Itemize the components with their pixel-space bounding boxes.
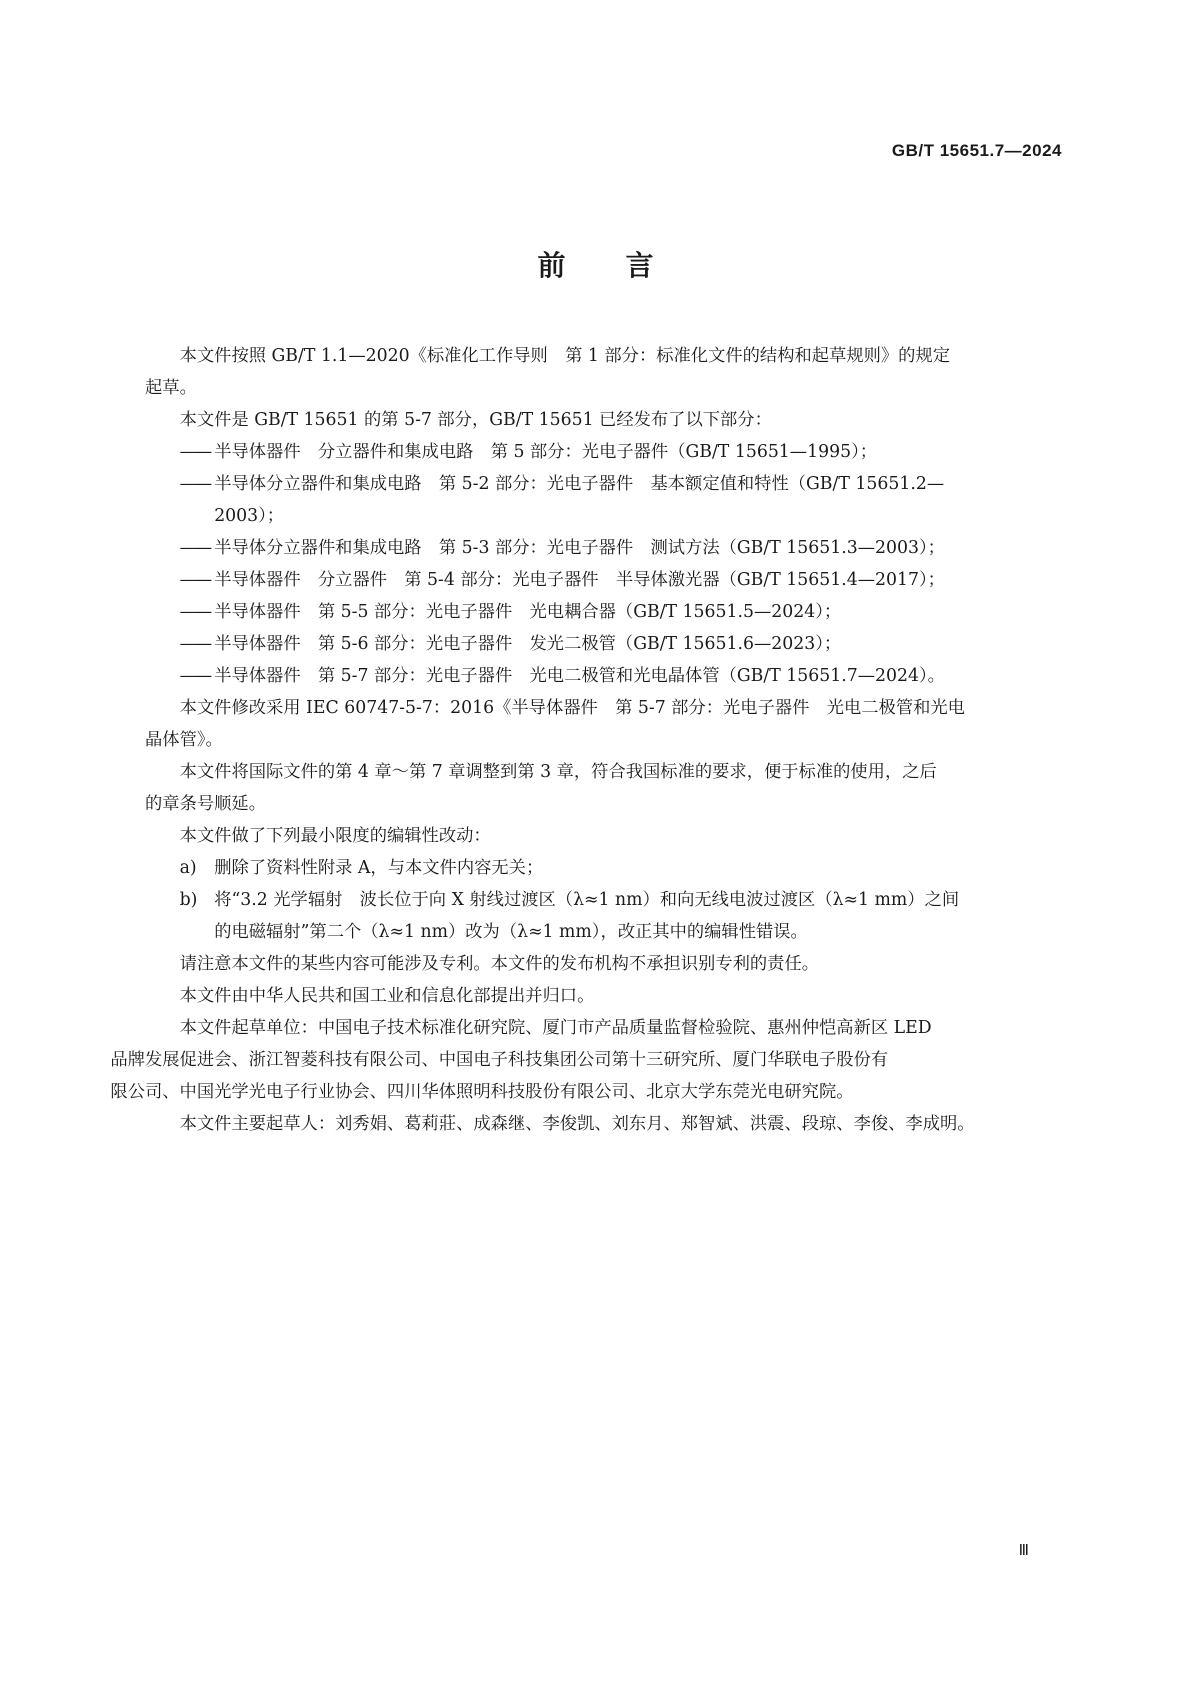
list-dash: —— [179, 602, 211, 622]
list-item-text: 半导体器件 分立器件和集成电路 第 5 部分：光电子器件（GB/T 15651—1995）； [214, 442, 877, 462]
paragraph-editorial-changes: 本文件做了下列最小限度的编辑性改动： [179, 826, 491, 846]
list-marker: a) [179, 858, 197, 878]
list-dash: —— [179, 538, 211, 558]
page-number: Ⅲ [1018, 1541, 1029, 1559]
paragraph-drafting-rules [145, 340, 1063, 404]
list-item-part-5-3 [145, 532, 1063, 564]
paragraph-line: 本文件修改采用 IEC 60747-5-7：2016《半导体器件 第 5-7 部分：光电子器件 光电二极管和光电 [179, 698, 965, 718]
paragraph-line: 本文件按照 GB/T 1.1—2020《标准化工作导则 第 1 部分：标准化文件的结构和起草规则》的规定 [179, 346, 951, 366]
list-dash: —— [179, 666, 211, 686]
list-dash: —— [179, 570, 211, 590]
list-item-part-5-5 [145, 596, 1063, 628]
list-item-text: 半导体器件 分立器件 第 5-4 部分：光电子器件 半导体激光器（GB/T 15651.4—2017）； [214, 570, 945, 590]
list-item-text: 将“3.2 光学辐射 波长位于向 X 射线过渡区（λ≈1 nm）和向无线电波过渡区（λ≈1 mm）之间 [214, 890, 960, 910]
list-item-part-5-7 [145, 660, 1063, 692]
paragraph-line: 限公司、中国光学光电子行业协会、四川华体照明科技股份有限公司、北京大学东莞光电研究院。 [110, 1082, 854, 1102]
paragraph-iec-adoption [145, 692, 1063, 756]
list-dash: —— [179, 474, 211, 494]
list-item-text-continued: 2003）； [214, 506, 285, 526]
list-item-change-a [145, 852, 1063, 884]
list-item-text: 半导体分立器件和集成电路 第 5-3 部分：光电子器件 测试方法（GB/T 15651.3—2003）； [214, 538, 945, 558]
paragraph-parts-intro: 本文件是 GB/T 15651 的第 5-7 部分，GB/T 15651 已经发布了以下部分： [179, 410, 772, 430]
list-item-part-5-2 [145, 468, 1063, 532]
list-item-text: 半导体器件 第 5-5 部分：光电子器件 光电耦合器（GB/T 15651.5—2024）； [214, 602, 842, 622]
list-item-text: 半导体器件 第 5-6 部分：光电子器件 发光二极管（GB/T 15651.6—2023）； [214, 634, 842, 654]
list-marker: b) [179, 890, 198, 910]
paragraph-line: 本文件将国际文件的第 4 章～第 7 章调整到第 3 章，符合我国标准的要求，便于标准的使用，之后 [179, 762, 937, 782]
paragraph-line: 的章条号顺延。 [145, 794, 266, 814]
paragraph-line: 起草。 [145, 378, 197, 398]
list-item-text: 半导体器件 第 5-7 部分：光电子器件 光电二极管和光电晶体管（GB/T 15651.7—2024）。 [214, 666, 945, 686]
paragraph-drafting-units [110, 1012, 1063, 1108]
list-item-part-5-6 [145, 628, 1063, 660]
paragraph-patent-notice: 请注意本文件的某些内容可能涉及专利。本文件的发布机构不承担识别专利的责任。 [179, 954, 820, 974]
paragraph-line: 品牌发展促进会、浙江智菱科技有限公司、中国电子科技集团公司第十三研究所、厦门华联电子股份有 [110, 1050, 889, 1070]
list-dash: —— [179, 442, 211, 462]
list-item-text: 删除了资料性附录 A，与本文件内容无关； [214, 858, 544, 878]
page-title: 前言 [537, 249, 714, 282]
list-item-part-5 [145, 436, 1063, 468]
document-body [110, 340, 1063, 1140]
list-item-text-continued: 的电磁辐射”第二个（λ≈1 nm）改为（λ≈1 mm），改正其中的编辑性错误。 [214, 922, 808, 942]
paragraph-chapter-adjustment [145, 756, 1063, 820]
paragraph-line: 本文件起草单位：中国电子技术标准化研究院、厦门市产品质量监督检验院、惠州仲恺高新区 LED [179, 1018, 932, 1038]
list-item-text: 半导体分立器件和集成电路 第 5-2 部分：光电子器件 基本额定值和特性（GB/T 15651.2— [214, 474, 945, 494]
document-code: GB/T 15651.7—2024 [891, 141, 1062, 160]
paragraph-proposer: 本文件由中华人民共和国工业和信息化部提出并归口。 [179, 986, 595, 1006]
paragraph-line: 晶体管》。 [145, 730, 223, 750]
list-dash: —— [179, 634, 211, 654]
list-item-part-5-4 [145, 564, 1063, 596]
paragraph-drafters: 本文件主要起草人：刘秀娟、葛莉莊、成森继、李俊凯、刘东月、郑智斌、洪震、段琼、李俊、李成明。 [179, 1114, 975, 1134]
list-item-change-b [145, 884, 1063, 948]
